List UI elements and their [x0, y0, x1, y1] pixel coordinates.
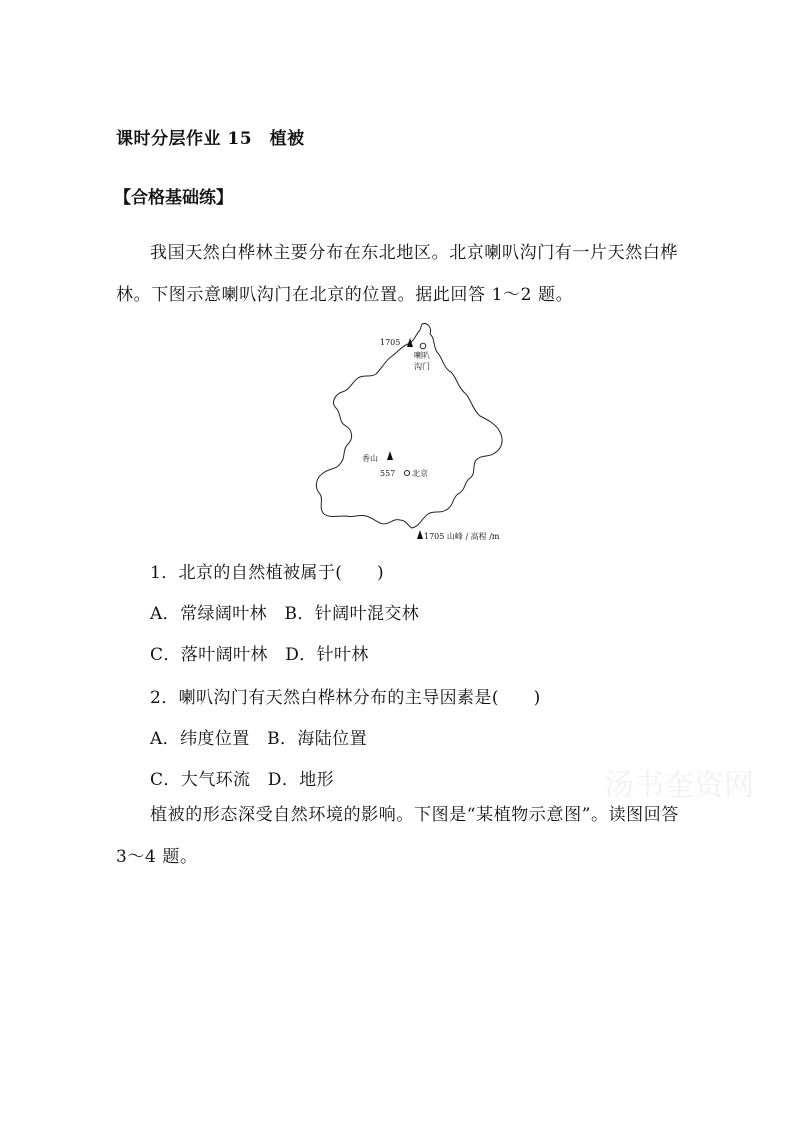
watermark: 汤书奎资网 [604, 768, 754, 803]
labagoumen-label-2: 沟门 [414, 362, 430, 371]
question-2-options-cd: C．大气环流 D．地形 [150, 770, 335, 790]
section-heading: 【合格基础练】 [114, 188, 233, 208]
question-1-options-cd: C．落叶阔叶林 D．针叶林 [150, 645, 369, 665]
question-1-options-ab: A．常绿阔叶林 B．针阔叶混交林 [150, 604, 420, 624]
question-2-options-ab: A．纬度位置 B．海陆位置 [150, 729, 367, 749]
beijing-city-label: 北京 [412, 469, 428, 478]
page-title: 课时分层作业 15 植被 [116, 129, 305, 149]
intro-paragraph: 我国天然白桦林主要分布在东北地区。北京喇叭沟门有一片天然白桦林。下图示意喇叭沟门在北京的位置。据此回答 1～2 题。 [116, 243, 678, 305]
xiangshan-label: 香山 [362, 454, 378, 463]
beijing-boundary [316, 324, 502, 528]
question-2-stem: 2．喇叭沟门有天然白桦林分布的主导因素是( ) [150, 688, 541, 708]
xiangshan-marker [387, 451, 393, 460]
intro-paragraph-2: 植被的形态深受自然环境的影响。下图是“某植物示意图”。读图回答 3～4 题。 [116, 805, 679, 867]
xiangshan-elevation: 557 [380, 469, 396, 478]
peak-north-elevation: 1705 [380, 338, 401, 347]
labagoumen-marker [420, 343, 426, 349]
labagoumen-label-1: 喇叭 [414, 351, 430, 360]
legend-peak-marker [417, 530, 423, 539]
question-1-stem: 1．北京的自然植被属于( ) [150, 563, 385, 583]
beijing-map [306, 318, 518, 544]
peak-north-marker [407, 338, 413, 347]
map-legend: 1705 山峰 / 高程 /m [424, 532, 500, 541]
beijing-city-marker [404, 470, 409, 475]
